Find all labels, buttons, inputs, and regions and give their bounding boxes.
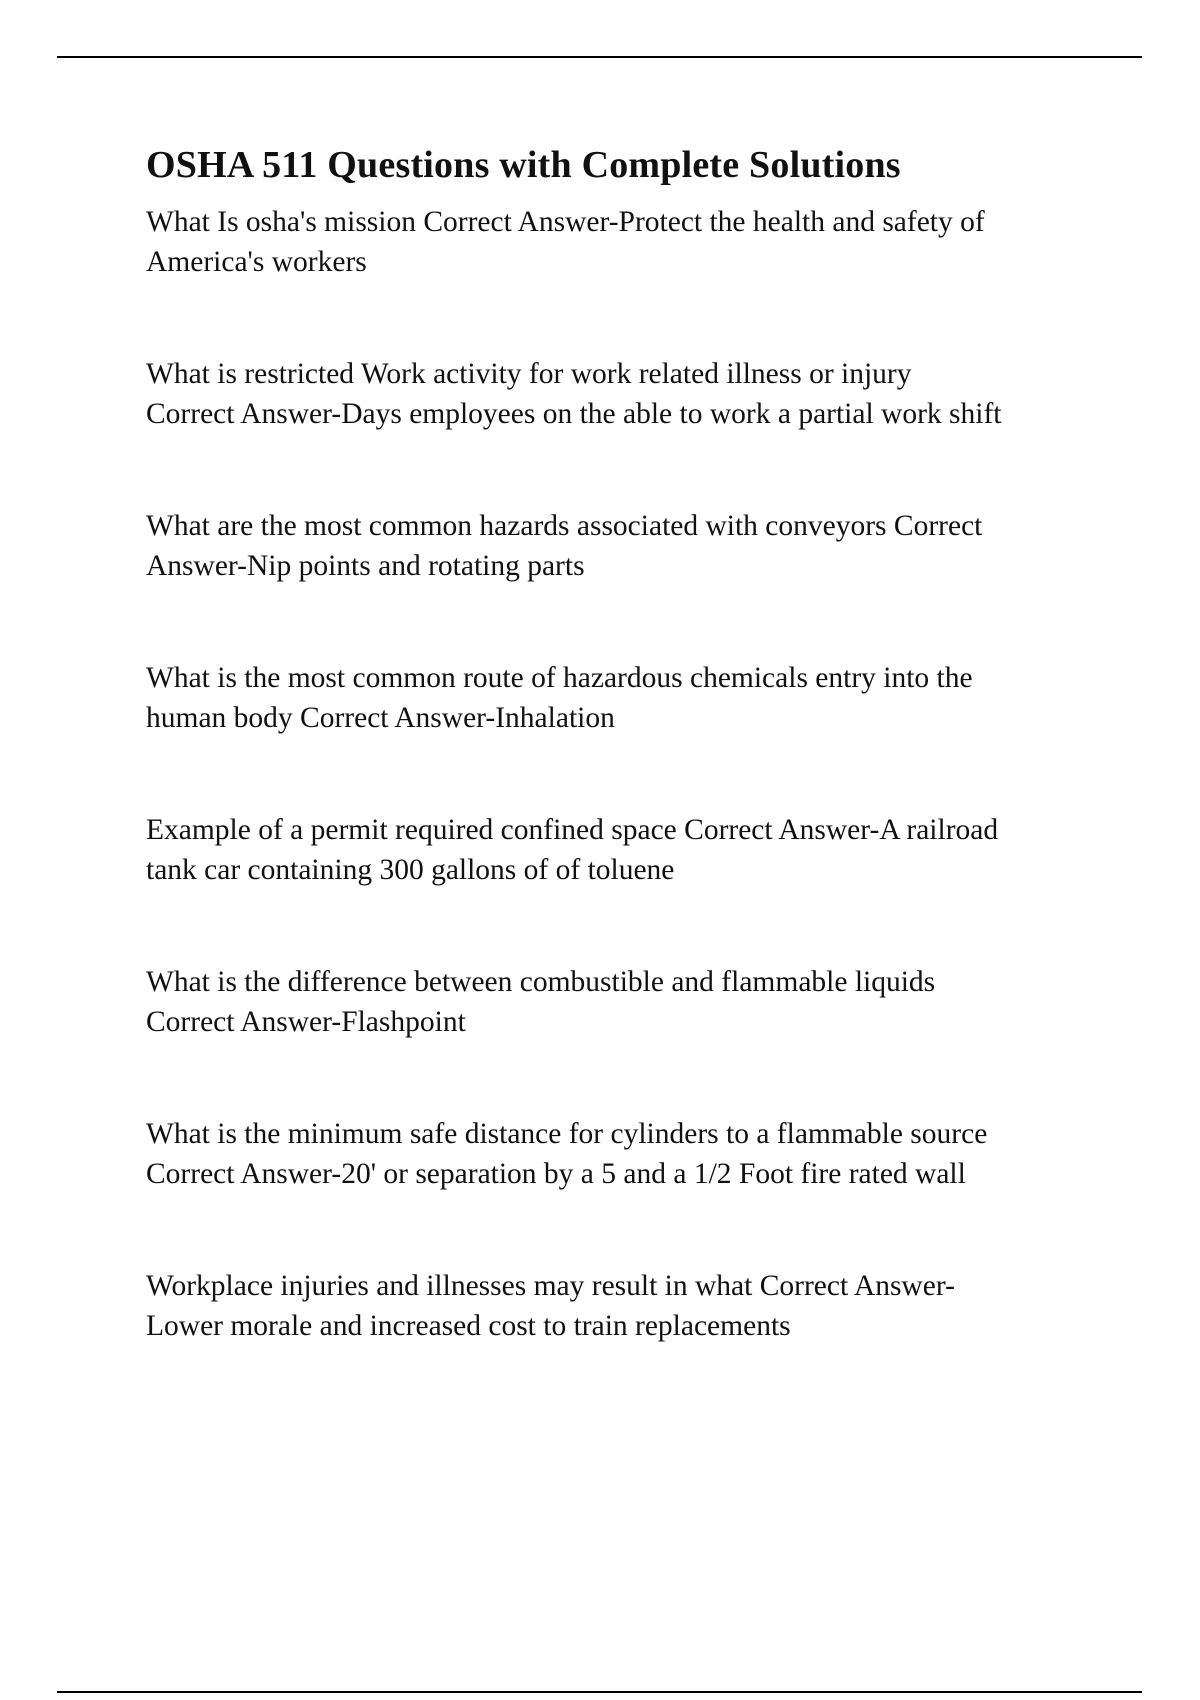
document-body	[146, 140, 1106, 1346]
document-title: OSHA 511 Questions with Complete Solutions	[146, 144, 901, 186]
qa-item: What is the most common route of hazardous chemicals entry into the human body Correct Answer-Inhalation	[146, 662, 973, 734]
bottom-rule	[57, 1691, 1142, 1693]
qa-item: What Is osha's mission Correct Answer-Protect the health and safety of America's workers	[146, 206, 985, 278]
top-rule	[57, 56, 1142, 58]
qa-item: What is restricted Work activity for work related illness or injury Correct Answer-Days employees on the able to work a partial work shift	[146, 358, 1002, 430]
qa-item: What is the difference between combustible and flammable liquids Correct Answer-Flashpoint	[146, 966, 936, 1038]
qa-list	[146, 202, 1106, 1346]
qa-item: Workplace injuries and illnesses may result in what Correct Answer- Lower morale and increased cost to train replacements	[146, 1270, 955, 1342]
qa-item: What are the most common hazards associated with conveyors Correct Answer-Nip points and rotating parts	[146, 510, 983, 582]
qa-item: What is the minimum safe distance for cylinders to a flammable source Correct Answer-20' or separation by a 5 and a 1/2 Foot fire rated wall	[146, 1118, 988, 1190]
qa-item: Example of a permit required confined space Correct Answer-A railroad tank car containing 300 gallons of of toluene	[146, 814, 999, 886]
